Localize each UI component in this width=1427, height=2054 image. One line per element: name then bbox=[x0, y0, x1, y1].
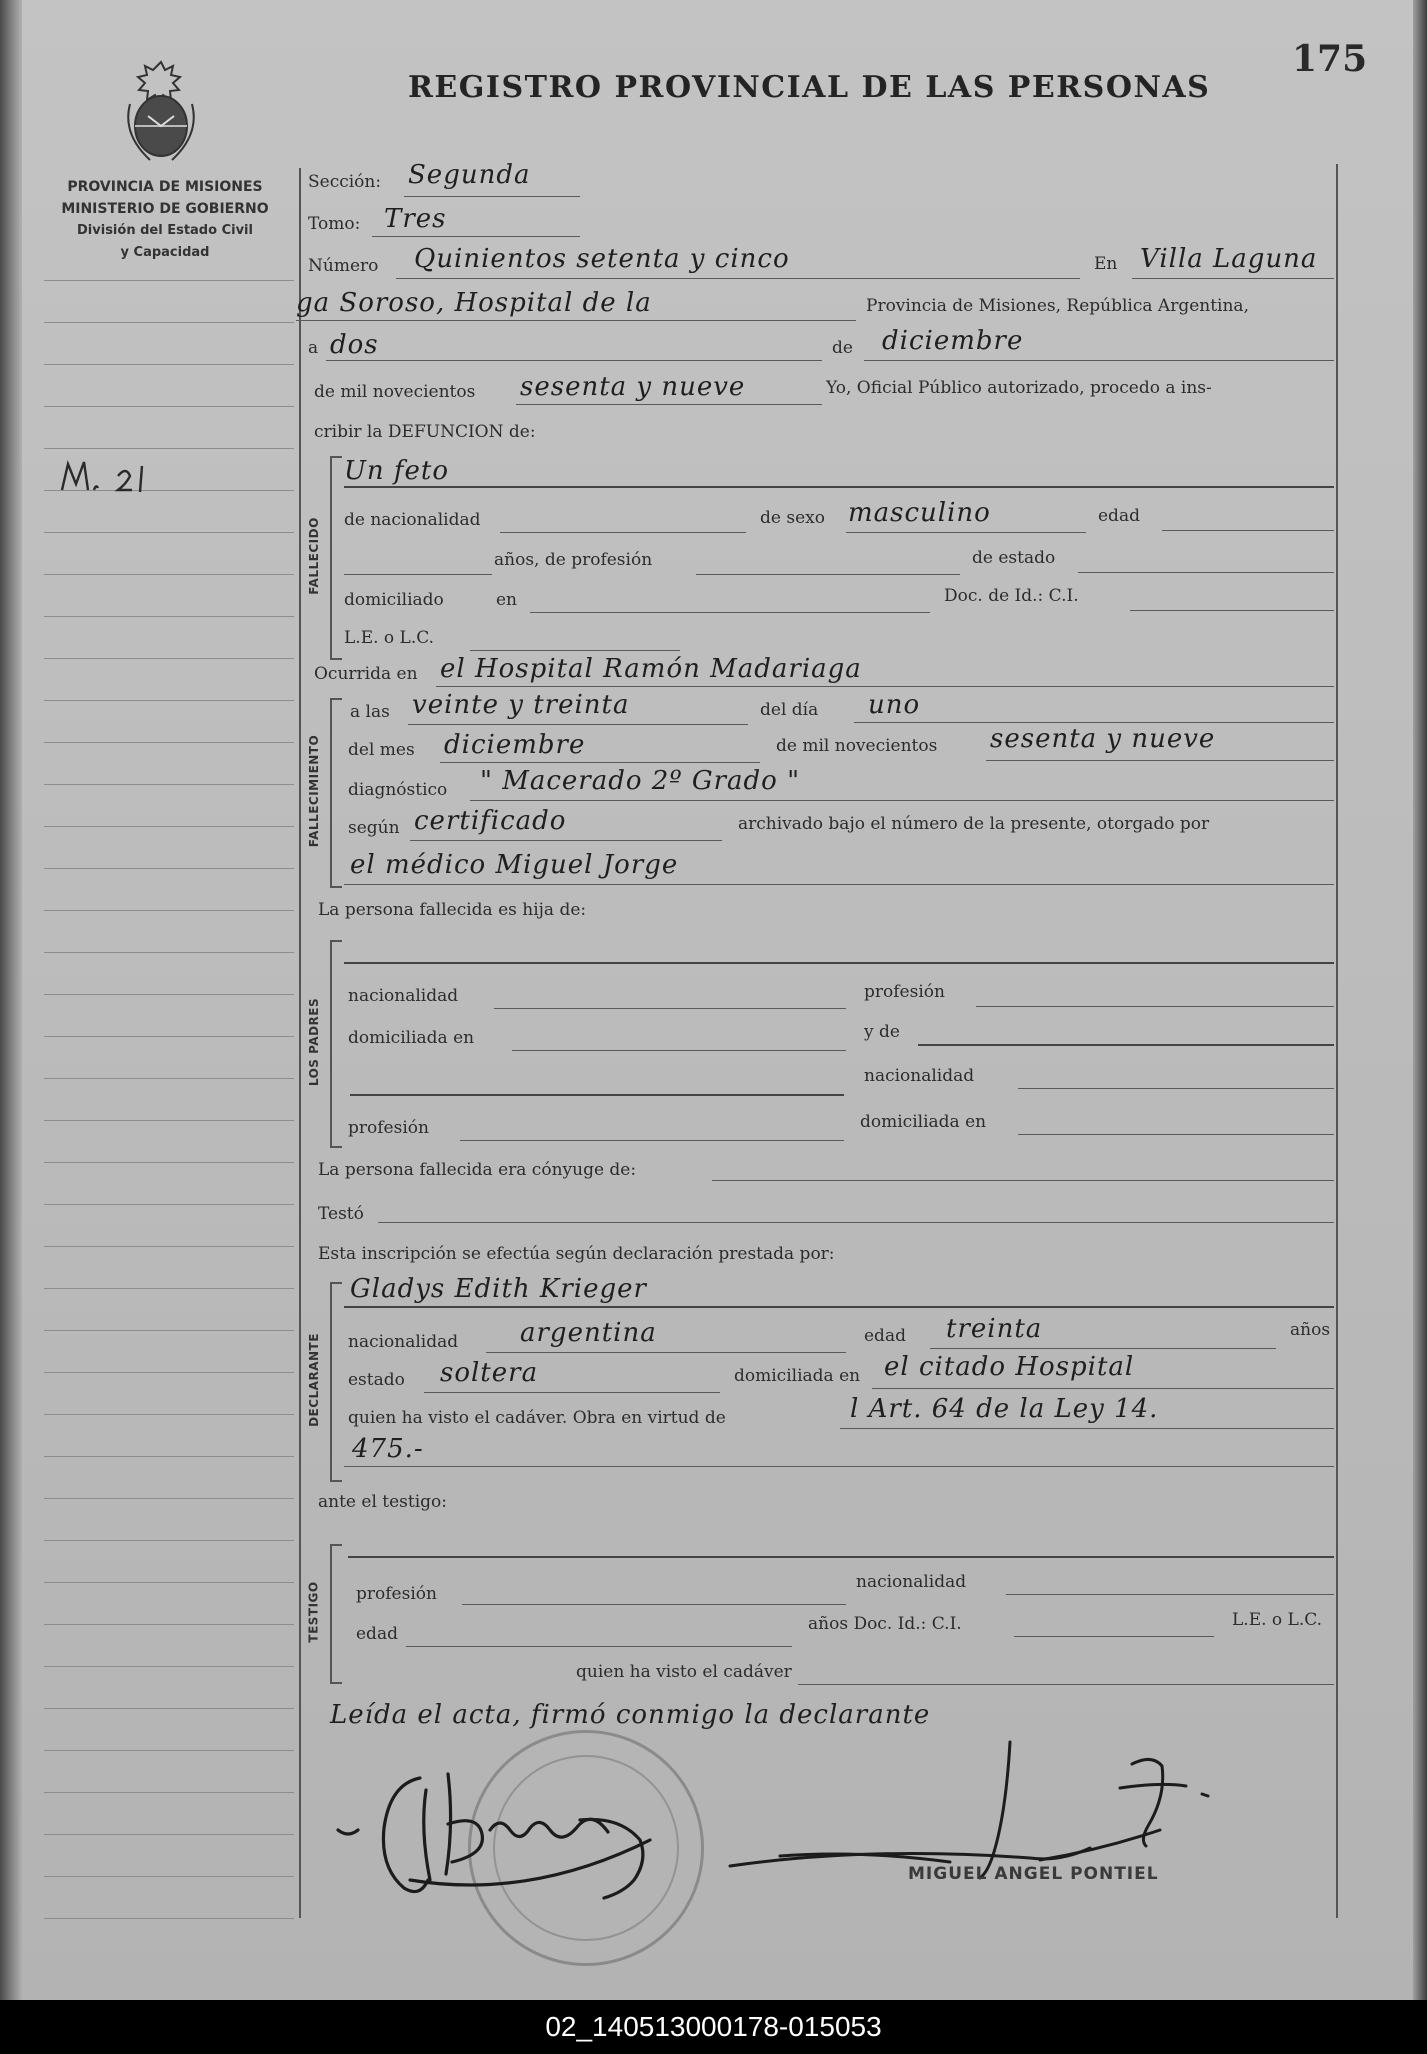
padre-profesion-line bbox=[976, 1006, 1334, 1007]
margin-rule-line bbox=[44, 1666, 294, 1667]
fallecimiento-section-label: FALLECIMIENTO bbox=[307, 734, 321, 848]
office-capacity: y Capacidad bbox=[120, 245, 210, 260]
tomo-label: Tomo: bbox=[308, 214, 361, 234]
declarante-estado-value: soltera bbox=[440, 1358, 539, 1388]
segun-value: certificado bbox=[414, 806, 567, 836]
margin-rule-line bbox=[44, 868, 294, 869]
inscribir-label: cribir la DEFUNCION de: bbox=[314, 422, 536, 442]
document-title: REGISTRO PROVINCIAL DE LAS PERSONAS bbox=[408, 70, 1211, 105]
fallecimiento-mil-value: sesenta y nueve bbox=[990, 724, 1216, 754]
declarante-estado-line bbox=[424, 1392, 720, 1393]
yde-label: y de bbox=[864, 1022, 900, 1042]
provincia-label: Provincia de Misiones, República Argentina, bbox=[866, 296, 1249, 316]
declarante-edad-value: treinta bbox=[946, 1314, 1043, 1344]
book-binding bbox=[0, 0, 22, 2000]
margin-rule-line bbox=[44, 1288, 294, 1289]
margin-rule-line bbox=[44, 448, 294, 449]
declarante-nacionalidad-value: argentina bbox=[520, 1318, 657, 1348]
padres-section-label: LOS PADRES bbox=[307, 997, 322, 1087]
margin-rule-line bbox=[44, 406, 294, 407]
fallecido-name: Un feto bbox=[344, 456, 450, 486]
mes-line bbox=[440, 762, 760, 763]
madre-domiciliada-label: domiciliada en bbox=[860, 1112, 987, 1132]
fallecido-en-label: en bbox=[496, 590, 518, 610]
diagnostico-line bbox=[470, 800, 1334, 801]
page-edge bbox=[1413, 0, 1427, 2000]
image-id-footer: 02_140513000178-015053 bbox=[0, 2000, 1427, 2054]
tomo-line bbox=[372, 236, 580, 237]
margin-rule-line bbox=[44, 1456, 294, 1457]
testigo-edad-line bbox=[406, 1646, 792, 1647]
fallecido-nacionalidad-line bbox=[500, 532, 746, 533]
margin-rule-line bbox=[44, 700, 294, 701]
medico-value: el médico Miguel Jorge bbox=[350, 850, 679, 880]
mes-value: diciembre bbox=[444, 730, 586, 760]
testigo-profesion-label: profesión bbox=[356, 1584, 437, 1604]
testigo-bracket bbox=[330, 1544, 342, 1684]
diagnostico-label: diagnóstico bbox=[348, 780, 448, 800]
declarante-domiciliada-value: el citado Hospital bbox=[884, 1352, 1135, 1382]
de-label: de bbox=[832, 338, 853, 358]
declarante-domiciliada-label: domiciliada en bbox=[734, 1366, 861, 1386]
en-line bbox=[1132, 278, 1334, 279]
fallecimiento-mil-label: de mil novecientos bbox=[776, 736, 938, 756]
form-left-rule bbox=[299, 168, 301, 1918]
fallecido-doc-line bbox=[1130, 610, 1334, 611]
declarante-name-line bbox=[344, 1306, 1334, 1308]
margin-rule-line bbox=[44, 658, 294, 659]
madre-name-line2 bbox=[350, 1094, 844, 1096]
declarante-anios-label: años bbox=[1290, 1320, 1331, 1340]
fallecido-sexo-value: masculino bbox=[848, 498, 991, 528]
mes-label: del mes bbox=[348, 740, 415, 760]
testigo-nacionalidad-label: nacionalidad bbox=[856, 1572, 967, 1592]
declarante-estado-label: estado bbox=[348, 1370, 405, 1390]
testigo-section-label: TESTIGO bbox=[307, 1581, 322, 1643]
margin-rule-line bbox=[44, 1918, 294, 1919]
seccion-line bbox=[404, 196, 580, 197]
ocurrida-value: el Hospital Ramón Madariaga bbox=[440, 654, 862, 684]
declarante-name: Gladys Edith Krieger bbox=[350, 1274, 647, 1304]
padres-bracket bbox=[330, 940, 342, 1148]
ocurrida-label: Ocurrida en bbox=[314, 664, 418, 684]
fallecido-sexo-line bbox=[846, 532, 1086, 533]
alas-label: a las bbox=[350, 702, 390, 722]
testo-label: Testó bbox=[318, 1204, 364, 1224]
madre-name-line bbox=[918, 1044, 1334, 1046]
fallecido-le-label: L.E. o L.C. bbox=[344, 628, 435, 648]
margin-rule-line bbox=[44, 1036, 294, 1037]
margin-rule-line bbox=[44, 1540, 294, 1541]
archivado-label: archivado bajo el número de la presente, otorgado por bbox=[738, 814, 1210, 834]
margin-rule-line bbox=[44, 574, 294, 575]
margin-rule-line bbox=[44, 616, 294, 617]
testigo-cadaver-line bbox=[798, 1684, 1334, 1685]
mil-label: de mil novecientos bbox=[314, 382, 476, 402]
a-label: a bbox=[308, 338, 319, 358]
margin-rule-line bbox=[44, 1372, 294, 1373]
conyuge-label: La persona fallecida era cónyuge de: bbox=[318, 1160, 637, 1180]
madre-nacionalidad-line bbox=[1018, 1088, 1334, 1089]
seccion-label: Sección: bbox=[308, 172, 382, 192]
margin-rule-line bbox=[44, 1498, 294, 1499]
mil-value: sesenta y nueve bbox=[520, 372, 746, 402]
testigo-name-line bbox=[348, 1556, 1334, 1558]
declarante-bracket bbox=[330, 1282, 342, 1482]
declarante-cadaver-cont-line bbox=[344, 1466, 1334, 1467]
ante-testigo-label: ante el testigo: bbox=[318, 1492, 448, 1512]
declarante-cadaver-value: l Art. 64 de la Ley 14. bbox=[850, 1394, 1159, 1424]
fallecido-domicilio-line bbox=[530, 612, 930, 613]
fallecido-name-line bbox=[344, 486, 1334, 488]
declarante-nacionalidad-label: nacionalidad bbox=[348, 1332, 459, 1352]
declarante-cadaver-cont: 475.- bbox=[352, 1434, 424, 1464]
testigo-doc-line bbox=[1014, 1636, 1214, 1637]
margin-rule-line bbox=[44, 1876, 294, 1877]
ocurrida-line bbox=[436, 686, 1334, 687]
margin-rule-line bbox=[44, 826, 294, 827]
mil-line bbox=[516, 404, 822, 405]
testigo-le-label: L.E. o L.C. bbox=[1232, 1610, 1323, 1630]
fallecido-estado-line bbox=[1078, 572, 1334, 573]
margin-rule-line bbox=[44, 1330, 294, 1331]
fallecimiento-mil-line bbox=[986, 760, 1334, 761]
margin-rule-line bbox=[44, 280, 294, 281]
margin-rule-line bbox=[44, 784, 294, 785]
conyuge-line bbox=[712, 1180, 1334, 1181]
numero-line bbox=[396, 278, 1080, 279]
fallecido-profesion-line bbox=[696, 574, 960, 575]
margin-rule-line bbox=[44, 1708, 294, 1709]
margin-rule-line bbox=[44, 1162, 294, 1163]
declarante-cadaver-line bbox=[840, 1428, 1334, 1429]
madre-nacionalidad-label: nacionalidad bbox=[864, 1066, 975, 1086]
padre-domicilio-line bbox=[512, 1050, 846, 1051]
testigo-doc-label: años Doc. Id.: C.I. bbox=[808, 1614, 962, 1634]
tomo-value: Tres bbox=[384, 204, 447, 234]
a-value: dos bbox=[330, 330, 379, 360]
margin-rule-line bbox=[44, 994, 294, 995]
margin-rule-line bbox=[44, 1750, 294, 1751]
margin-note bbox=[58, 456, 158, 496]
fallecido-domiciliado-label: domiciliado bbox=[344, 590, 444, 610]
margin-rule-line bbox=[44, 1246, 294, 1247]
testigo-cadaver-label: quien ha visto el cadáver bbox=[576, 1662, 792, 1682]
office-province: PROVINCIA DE MISIONES bbox=[67, 179, 263, 195]
place-line2-line bbox=[296, 320, 856, 321]
fallecido-sexo-label: de sexo bbox=[760, 508, 825, 528]
seccion-value: Segunda bbox=[408, 160, 531, 190]
de-value: diciembre bbox=[882, 326, 1024, 356]
margin-rule-line bbox=[44, 1204, 294, 1205]
dia-line bbox=[854, 722, 1334, 723]
yo-label: Yo, Oficial Público autorizado, procedo a ins- bbox=[826, 378, 1212, 398]
official-stamp-name: MIGUEL ANGEL PONTIEL bbox=[908, 1864, 1159, 1884]
de-line bbox=[864, 360, 1334, 361]
declarante-nacionalidad-line bbox=[486, 1352, 846, 1353]
padre-name-line bbox=[344, 962, 1334, 964]
inscripcion-label: Esta inscripción se efectúa según declaración prestada por: bbox=[318, 1244, 835, 1264]
numero-value: Quinientos setenta y cinco bbox=[414, 244, 790, 274]
argentine-coat-of-arms-icon bbox=[118, 56, 204, 164]
page-number: 175 bbox=[1292, 38, 1368, 80]
testigo-profesion-line bbox=[462, 1604, 846, 1605]
fallecido-bracket bbox=[330, 456, 342, 660]
a-line bbox=[326, 360, 822, 361]
margin-rule-line bbox=[44, 1414, 294, 1415]
segun-line bbox=[410, 840, 722, 841]
fallecido-doc-label: Doc. de Id.: C.I. bbox=[944, 586, 1079, 606]
fallecimiento-bracket bbox=[330, 698, 342, 888]
declarante-cadaver-label: quien ha visto el cadáver. Obra en virtud de bbox=[348, 1408, 726, 1428]
margin-rule-line bbox=[44, 1582, 294, 1583]
margin-rule-line bbox=[44, 322, 294, 323]
numero-label: Número bbox=[308, 256, 379, 276]
declarante-section-label: DECLARANTE bbox=[307, 1333, 322, 1427]
form-right-rule bbox=[1336, 164, 1338, 1918]
madre-domicilio-line bbox=[1018, 1134, 1334, 1135]
margin-rule-line bbox=[44, 1792, 294, 1793]
margin-rule-line bbox=[44, 532, 294, 533]
diagnostico-value: " Macerado 2º Grado " bbox=[480, 766, 801, 796]
fallecido-anios-line bbox=[344, 574, 492, 575]
fallecido-nacionalidad-label: de nacionalidad bbox=[344, 510, 481, 530]
leida-acta-text: Leída el acta, firmó conmigo la declarante bbox=[330, 1700, 931, 1730]
fallecido-edad-label: edad bbox=[1098, 506, 1140, 526]
place-line2-value: ga Soroso, Hospital de la bbox=[296, 288, 652, 318]
dia-label: del día bbox=[760, 700, 819, 720]
en-value: Villa Laguna bbox=[1140, 244, 1318, 274]
declarant-signature bbox=[330, 1760, 710, 1910]
margin-rule-line bbox=[44, 1120, 294, 1121]
padre-profesion-label: profesión bbox=[864, 982, 945, 1002]
en-label: En bbox=[1094, 254, 1118, 274]
madre-profesion-label: profesión bbox=[348, 1118, 429, 1138]
margin-rule-line bbox=[44, 1078, 294, 1079]
padre-nacionalidad-label: nacionalidad bbox=[348, 986, 459, 1006]
declarante-edad-line bbox=[930, 1348, 1276, 1349]
office-ministry: MINISTERIO DE GOBIERNO bbox=[61, 201, 269, 217]
madre-profesion-line bbox=[460, 1140, 844, 1141]
testigo-edad-label: edad bbox=[356, 1624, 398, 1644]
margin-rule-line bbox=[44, 910, 294, 911]
dia-value: uno bbox=[868, 690, 921, 720]
segun-label: según bbox=[348, 818, 400, 838]
fallecido-estado-label: de estado bbox=[972, 548, 1056, 568]
fallecido-le-line bbox=[470, 650, 680, 651]
alas-value: veinte y treinta bbox=[412, 690, 630, 720]
margin-rule-line bbox=[44, 742, 294, 743]
margin-rule-line bbox=[44, 364, 294, 365]
padre-domiciliada-label: domiciliada en bbox=[348, 1028, 475, 1048]
office-division: División del Estado Civil bbox=[77, 223, 253, 238]
fallecido-section-label: FALLECIDO bbox=[307, 517, 321, 595]
issuing-office bbox=[34, 176, 296, 264]
declarante-domiciliada-line bbox=[872, 1388, 1334, 1389]
medico-line bbox=[344, 884, 1334, 885]
fallecido-anios-label: años, de profesión bbox=[494, 550, 653, 570]
testigo-nacionalidad-line bbox=[1006, 1594, 1334, 1595]
padre-nacionalidad-line bbox=[494, 1008, 846, 1009]
margin-rule-line bbox=[44, 1624, 294, 1625]
margin-rule-line bbox=[44, 952, 294, 953]
fallecido-edad-line bbox=[1162, 530, 1334, 531]
hija-label: La persona fallecida es hija de: bbox=[318, 900, 587, 920]
margin-rule-line bbox=[44, 1834, 294, 1835]
testo-line bbox=[378, 1222, 1334, 1223]
declarante-edad-label: edad bbox=[864, 1326, 906, 1346]
alas-line bbox=[408, 724, 748, 725]
